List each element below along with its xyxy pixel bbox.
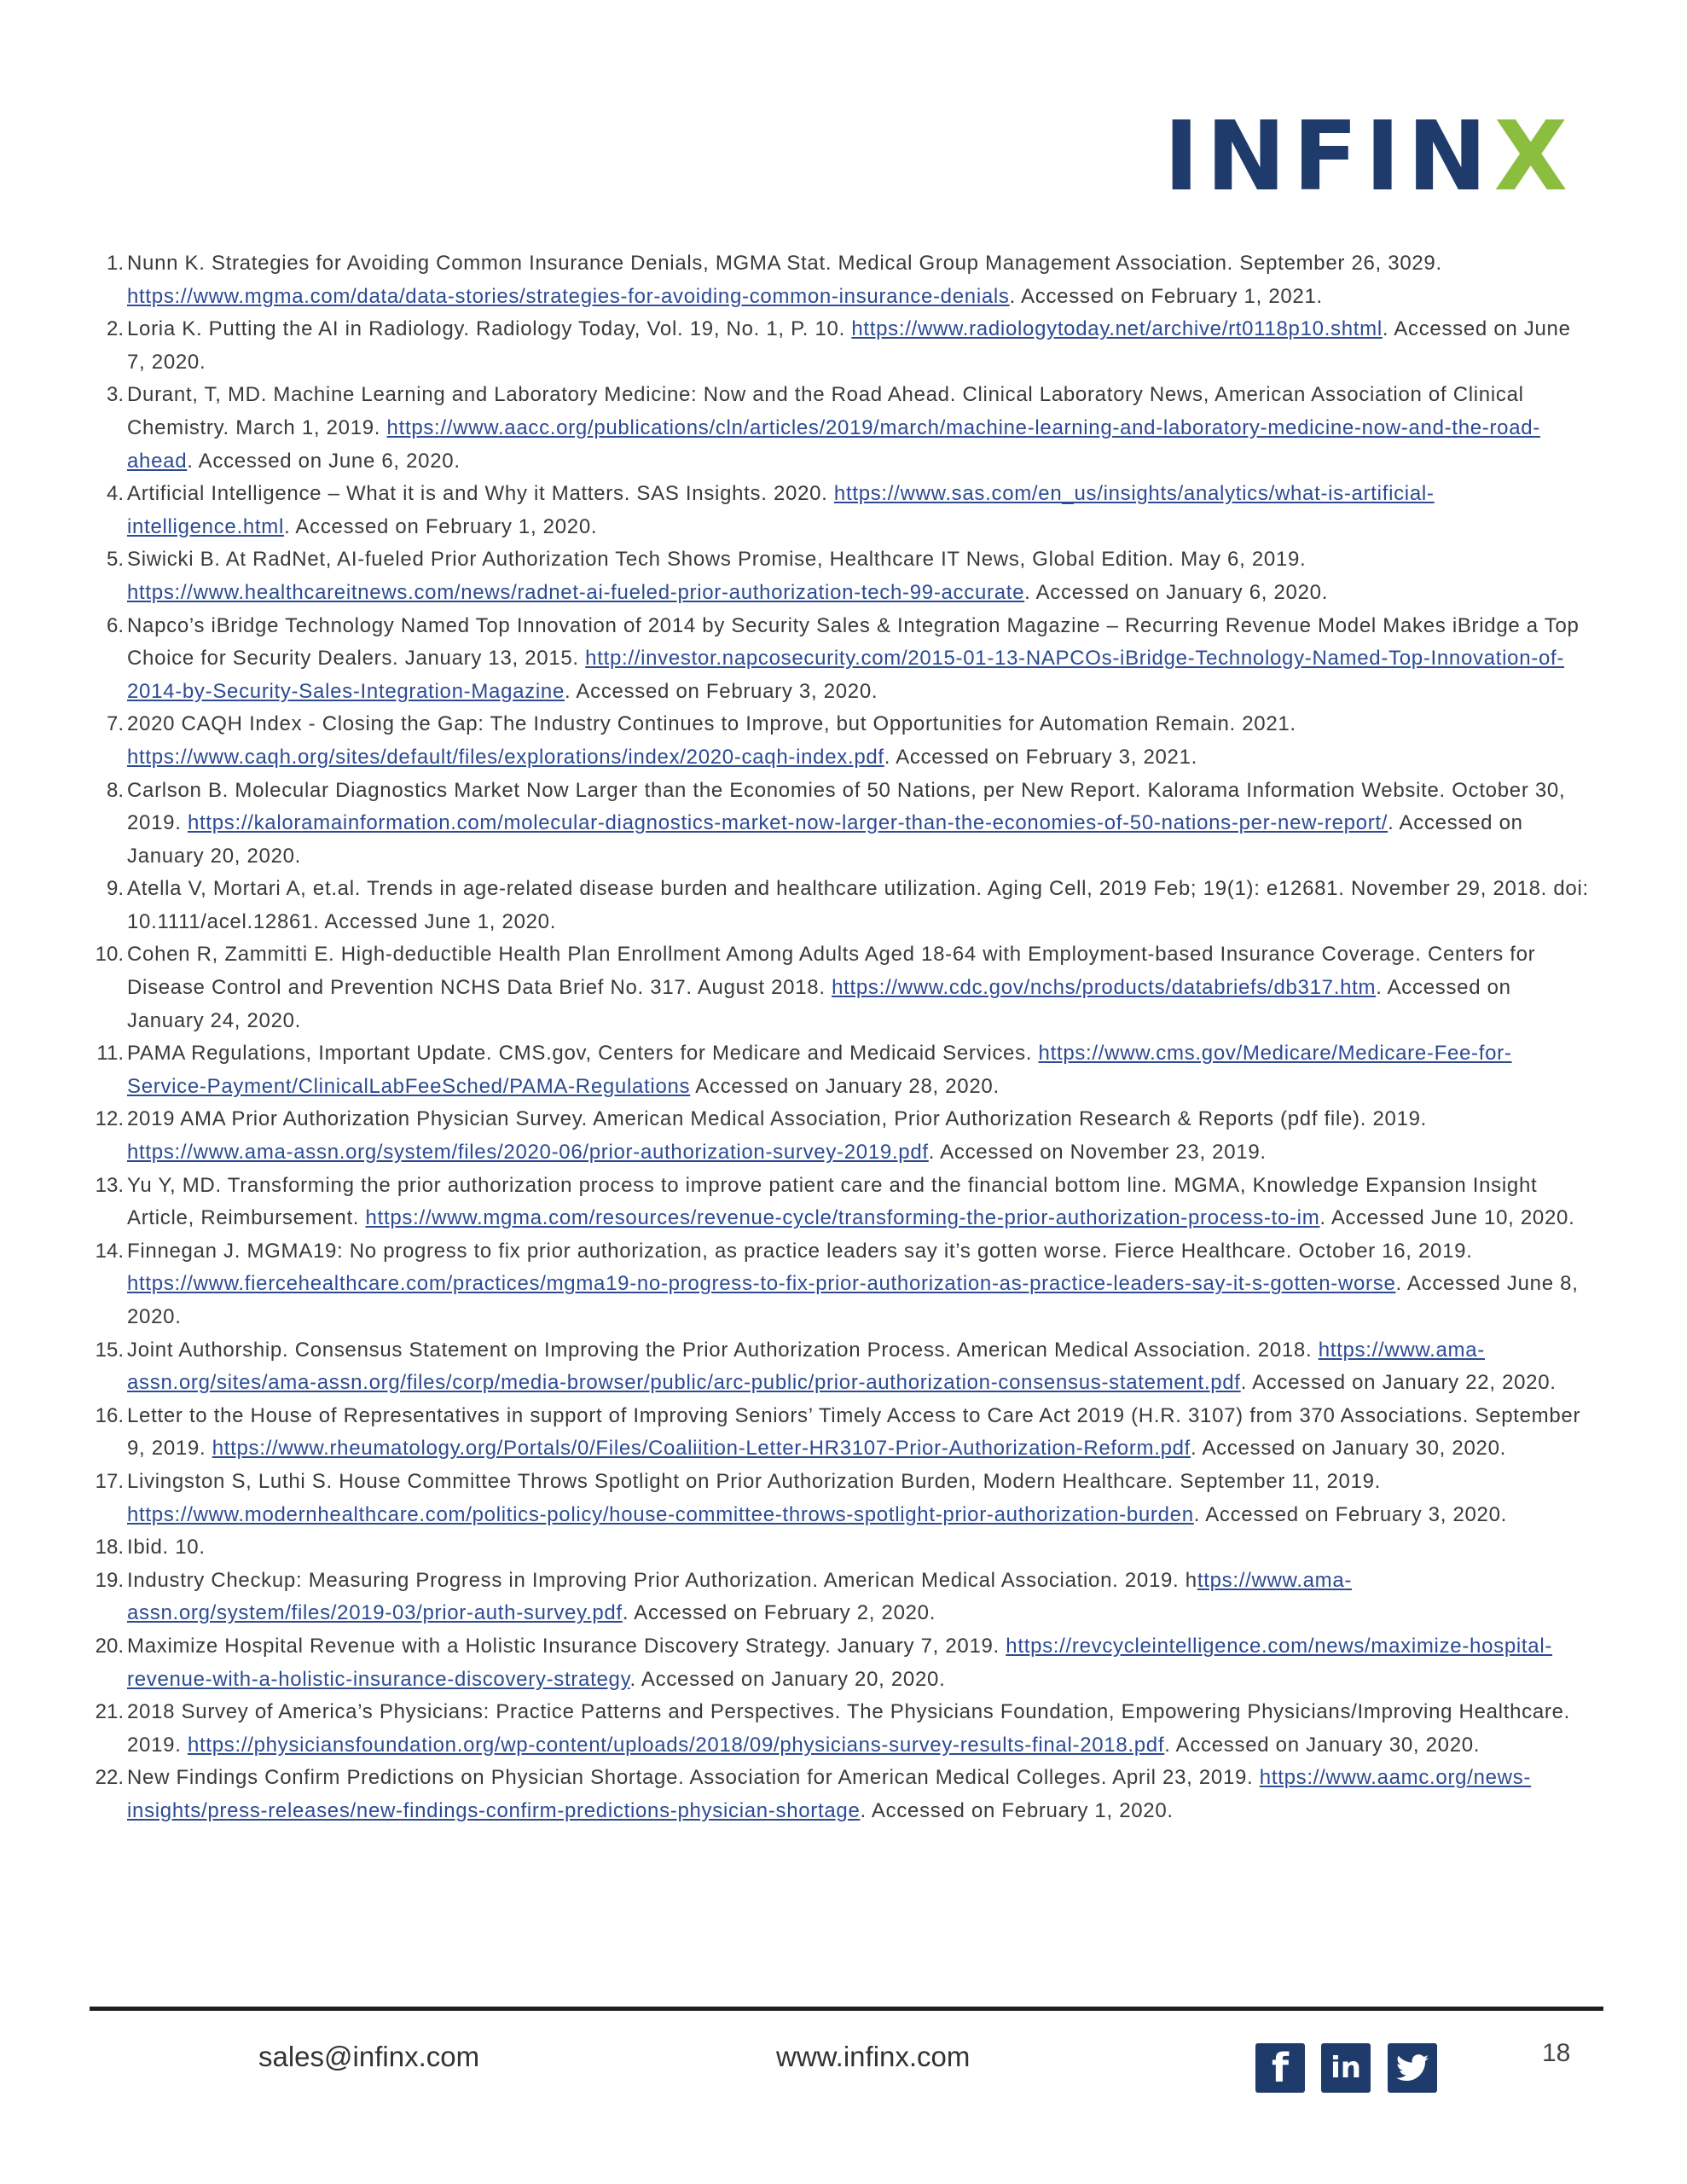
reference-number: 11. <box>96 1042 124 1066</box>
reference-number: 15. <box>95 1338 124 1362</box>
reference-item <box>90 379 1591 478</box>
reference-accessed-date: . Accessed on January 20, 2020. <box>127 811 1523 868</box>
reference-citation: Siwicki B. At RadNet, AI-fueled Prior Authorization Tech Shows Promise, Healthcare IT News, Global Edition. May 6, 2019. <box>127 548 1307 572</box>
reference-link[interactable]: https://www.fiercehealthcare.com/practices/mgma19-no-progress-to-fix-prior-authorization-as-practice-leaders-say-it-s-gotten-worse <box>127 1272 1396 1296</box>
reference-text <box>127 712 1296 769</box>
reference-link[interactable]: http://investor.napcosecurity.com/2015-01-13-NAPCOs-iBridge-Technology-Named-Top-Innovation-of-2014-by-Security-Sales-Integration-Magazine <box>127 647 1565 703</box>
reference-accessed-date: . Accessed on February 2, 2020. <box>622 1601 936 1625</box>
reference-link[interactable]: https://revcycleintelligence.com/news/maximize-hospital-revenue-with-a-holistic-insurance-discovery-strategy <box>127 1634 1553 1691</box>
reference-item <box>90 1037 1591 1103</box>
reference-accessed-date: . Accessed June 8, 2020. <box>127 1272 1579 1328</box>
footer-website[interactable]: www.infinx.com <box>776 2041 971 2072</box>
reference-accessed-date: . Accessed on January 22, 2020. <box>1240 1371 1557 1395</box>
reference-number: 21. <box>95 1700 124 1724</box>
reference-number: 9. <box>106 877 124 901</box>
reference-item <box>90 1170 1591 1235</box>
reference-link[interactable]: https://www.aacc.org/publications/cln/articles/2019/march/machine-learning-and-laboratory-medicine-now-and-the-road-ahead <box>127 415 1541 473</box>
reference-number: 19. <box>95 1568 124 1592</box>
reference-citation: Finnegan J. MGMA19: No progress to fix prior authorization, as practice leaders say it’s gotten worse. Fierce Healthcare. October 16, 2019. <box>127 1239 1473 1263</box>
reference-number: 3. <box>106 383 124 407</box>
reference-text <box>127 1700 1570 1757</box>
twitter-icon[interactable] <box>1388 2043 1437 2093</box>
reference-item <box>90 1466 1591 1531</box>
reference-link[interactable]: https://www.healthcareitnews.com/news/radnet-ai-fueled-prior-authorization-tech-99-accurate <box>127 580 1025 604</box>
logo-wordmark: INFIN <box>1163 102 1494 212</box>
reference-item <box>90 708 1591 774</box>
reference-text <box>127 614 1580 703</box>
reference-text <box>127 317 1571 374</box>
reference-item <box>90 938 1591 1037</box>
reference-accessed-date: . Accessed on January 20, 2020. <box>629 1667 946 1691</box>
reference-number: 8. <box>106 778 124 802</box>
reference-number: 4. <box>106 482 124 506</box>
reference-citation: 2018 Survey of America’s Physicians: Practice Patterns and Perspectives. The Physicians Foundation, Empowering Physicians/Improving Healthcare. 2019. <box>127 1700 1570 1757</box>
reference-text <box>127 1042 1512 1098</box>
reference-citation: Artificial Intelligence – What it is and Why it Matters. SAS Insights. 2020. <box>127 482 834 506</box>
reference-item <box>90 1762 1591 1827</box>
reference-citation: Industry Checkup: Measuring Progress in Improving Prior Authorization. American Medical Association. 2019. h <box>127 1568 1197 1592</box>
twitter-bird-shape <box>1396 2054 1429 2082</box>
reference-accessed-date: . Accessed on June 6, 2020. <box>187 449 461 473</box>
reference-text <box>127 1240 1579 1328</box>
reference-accessed-date: . Accessed on February 3, 2021. <box>884 745 1198 769</box>
reference-number: 18. <box>95 1536 124 1560</box>
reference-number: 17. <box>95 1469 124 1493</box>
reference-link[interactable]: https://physiciansfoundation.org/wp-content/uploads/2018/09/physicians-survey-results-final-2018.pdf <box>187 1733 1165 1757</box>
reference-text <box>127 943 1535 1031</box>
reference-number: 6. <box>106 613 124 637</box>
reference-item <box>90 1103 1591 1169</box>
reference-citation: Ibid. 10. <box>127 1536 206 1560</box>
linkedin-icon[interactable]: in <box>1321 2043 1371 2093</box>
reference-link[interactable]: https://www.cms.gov/Medicare/Medicare-Fee-for-Service-Payment/ClinicalLabFeeSched/PAMA-Regulations <box>127 1042 1512 1098</box>
reference-accessed-date: . Accessed on January 24, 2020. <box>127 976 1511 1032</box>
reference-link[interactable]: https://www.mgma.com/resources/revenue-cycle/transforming-the-prior-authorization-process-to-im <box>365 1206 1320 1230</box>
reference-citation: Yu Y, MD. Transforming the prior authorization process to improve patient care and the financial bottom line. MGMA, Knowledge Expansion Insight Article, Reimbursement. <box>127 1173 1538 1230</box>
reference-citation: Nunn K. Strategies for Avoiding Common Insurance Denials, MGMA Stat. Medical Group Management Association. September 26, 3029. <box>127 252 1442 275</box>
reference-item <box>90 247 1591 313</box>
reference-list <box>90 247 1591 1828</box>
reference-citation: Carlson B. Molecular Diagnostics Market Now Larger than the Economies of 50 Nations, per New Report. Kalorama Information Website. October 30, 2019. <box>127 778 1566 835</box>
reference-citation: Joint Authorship. Consensus Statement on Improving the Prior Authorization Process. American Medical Association. 2018. <box>127 1338 1319 1362</box>
reference-citation: 2019 AMA Prior Authorization Physician Survey. American Medical Association, Prior Authorization Research & Reports (pdf file). 2019. <box>127 1107 1428 1131</box>
reference-item <box>90 610 1591 709</box>
reference-accessed-date: . Accessed on February 1, 2021. <box>1009 284 1323 308</box>
reference-number: 2. <box>106 317 124 341</box>
reference-text <box>127 1404 1580 1461</box>
reference-accessed-date: . Accessed on February 1, 2020. <box>860 1798 1174 1822</box>
page-number: 18 <box>1542 2039 1571 2067</box>
infinx-logo <box>1163 102 1574 212</box>
reference-text <box>127 1470 1507 1526</box>
reference-accessed-date: Accessed on January 28, 2020. <box>690 1074 1000 1098</box>
reference-item <box>90 1630 1591 1696</box>
reference-text <box>127 482 1435 538</box>
reference-link[interactable]: https://www.ama-assn.org/sites/ama-assn.org/files/corp/media-browser/public/arc-public/prior-authorization-consensus-statement.pdf <box>127 1338 1485 1395</box>
reference-number: 13. <box>95 1173 124 1197</box>
reference-link[interactable]: https://www.rheumatology.org/Portals/0/Files/Coaliition-Letter-HR3107-Prior-Authorization-Reform.pdf <box>212 1437 1191 1461</box>
reference-link[interactable]: ttps://www.ama-assn.org/system/files/2019-03/prior-auth-survey.pdf <box>127 1568 1353 1625</box>
reference-link[interactable]: https://www.caqh.org/sites/default/files/explorations/index/2020-caqh-index.pdf <box>127 745 884 769</box>
reference-item <box>90 1334 1591 1400</box>
reference-item <box>90 1400 1591 1466</box>
facebook-icon[interactable]: f <box>1255 2043 1305 2093</box>
reference-item <box>90 478 1591 543</box>
reference-text <box>127 252 1442 308</box>
reference-citation: 2020 CAQH Index - Closing the Gap: The Industry Continues to Improve, but Opportunities for Automation Remain. 2021. <box>127 712 1296 736</box>
reference-accessed-date: . Accessed on January 6, 2020. <box>1024 580 1329 604</box>
reference-citation: Durant, T, MD. Machine Learning and Laboratory Medicine: Now and the Road Ahead. Clinical Laboratory News, American Association of Clinical Chemistry. March 1, 2019. <box>127 383 1524 439</box>
reference-citation: New Findings Confirm Predictions on Physician Shortage. Association for American Medical Colleges. April 23, 2019. <box>127 1766 1260 1790</box>
reference-text <box>127 1569 1352 1625</box>
reference-accessed-date: . Accessed on June 7, 2020. <box>127 317 1571 374</box>
footer-email[interactable]: sales@infinx.com <box>258 2041 480 2072</box>
reference-citation: Napco’s iBridge Technology Named Top Innovation of 2014 by Security Sales & Integration Magazine – Recurring Revenue Model Makes iBridge a Top Choice for Security Dealers. January 13, 2015. <box>127 613 1580 671</box>
reference-item <box>90 1696 1591 1762</box>
reference-item <box>90 1531 1591 1565</box>
reference-item <box>90 775 1591 874</box>
reference-accessed-date: . Accessed June 10, 2020. <box>1319 1206 1575 1230</box>
reference-citation: Cohen R, Zammitti E. High-deductible Health Plan Enrollment Among Adults Aged 18-64 with Employment-based Insurance Coverage. Centers for Disease Control and Prevention NCHS Data Brief No. 317. August 2018. <box>127 943 1536 1000</box>
reference-number: 1. <box>106 252 124 275</box>
reference-text <box>127 1766 1531 1822</box>
reference-text <box>127 877 1589 933</box>
reference-citation: PAMA Regulations, Important Update. CMS.gov, Centers for Medicare and Medicaid Services. <box>127 1042 1039 1066</box>
reference-accessed-date: . Accessed on November 23, 2019. <box>928 1141 1267 1165</box>
reference-link[interactable]: https://www.ama-assn.org/system/files/2020-06/prior-authorization-survey-2019.pdf <box>127 1141 929 1165</box>
reference-number: 10. <box>95 943 124 967</box>
reference-accessed-date: . Accessed on February 3, 2020. <box>1193 1502 1508 1526</box>
reference-citation: Maximize Hospital Revenue with a Holistic Insurance Discovery Strategy. January 7, 2019. <box>127 1634 1006 1658</box>
reference-link[interactable]: https://www.aamc.org/news-insights/press-releases/new-findings-confirm-predictions-physician-shortage <box>127 1766 1532 1822</box>
reference-text <box>127 1107 1427 1164</box>
reference-citation: Livingston S, Luthi S. House Committee Throws Spotlight on Prior Authorization Burden, Modern Healthcare. September 11, 2019. <box>127 1469 1382 1493</box>
reference-item <box>90 313 1591 379</box>
reference-number: 20. <box>95 1634 124 1658</box>
reference-accessed-date: . Accessed on February 3, 2020. <box>565 679 878 703</box>
reference-link[interactable]: https://www.mgma.com/data/data-stories/strategies-for-avoiding-common-insurance-denials <box>127 284 1010 308</box>
reference-text <box>127 1339 1557 1395</box>
reference-citation: Letter to the House of Representatives in support of Improving Seniors’ Timely Access to Care Act 2019 (H.R. 3107) from 370 Associations. September 9, 2019. <box>127 1403 1581 1461</box>
reference-accessed-date: . Accessed on February 1, 2020. <box>284 514 598 538</box>
reference-number: 12. <box>95 1107 124 1131</box>
reference-item <box>90 543 1591 609</box>
logo-accent-x: X <box>1493 102 1574 212</box>
reference-item <box>90 873 1591 938</box>
reference-item <box>90 1565 1591 1630</box>
footer-divider <box>90 2007 1603 2011</box>
reference-number: 14. <box>95 1239 124 1263</box>
reference-link[interactable]: https://www.sas.com/en_us/insights/analytics/what-is-artificial-intelligence.html <box>127 482 1435 538</box>
reference-number: 5. <box>106 548 124 572</box>
reference-link[interactable]: https://kaloramainformation.com/molecular-diagnostics-market-now-larger-than-the-economies-of-50-nations-per-new-report/ <box>187 811 1388 835</box>
reference-link[interactable]: https://www.modernhealthcare.com/politics-policy/house-committee-throws-spotlight-prior-authorization-burden <box>127 1502 1194 1526</box>
reference-link[interactable]: https://www.radiologytoday.net/archive/rt0118p10.shtml <box>851 317 1383 341</box>
reference-citation: Loria K. Putting the AI in Radiology. Radiology Today, Vol. 19, No. 1, P. 10. <box>127 317 852 341</box>
reference-number: 22. <box>95 1766 124 1790</box>
reference-text <box>127 1174 1574 1230</box>
reference-item <box>90 1235 1591 1334</box>
reference-number: 16. <box>95 1403 124 1427</box>
reference-accessed-date: . Accessed on January 30, 2020. <box>1191 1437 1506 1461</box>
reference-text <box>127 1536 206 1559</box>
reference-text <box>127 1635 1552 1691</box>
reference-link[interactable]: https://www.cdc.gov/nchs/products/databriefs/db317.htm <box>832 976 1377 1000</box>
reference-accessed-date: . Accessed on January 30, 2020. <box>1164 1733 1481 1757</box>
reference-number: 7. <box>106 712 124 736</box>
reference-citation: Atella V, Mortari A, et.al. Trends in age-related disease burden and healthcare utilization. Aging Cell, 2019 Feb; 19(1): e12681. November 29, 2018. doi: 10.1111/acel.12861. Accessed June 1, 2020. <box>127 877 1589 933</box>
reference-text <box>127 779 1565 868</box>
reference-text <box>127 383 1540 472</box>
reference-text <box>127 548 1328 604</box>
